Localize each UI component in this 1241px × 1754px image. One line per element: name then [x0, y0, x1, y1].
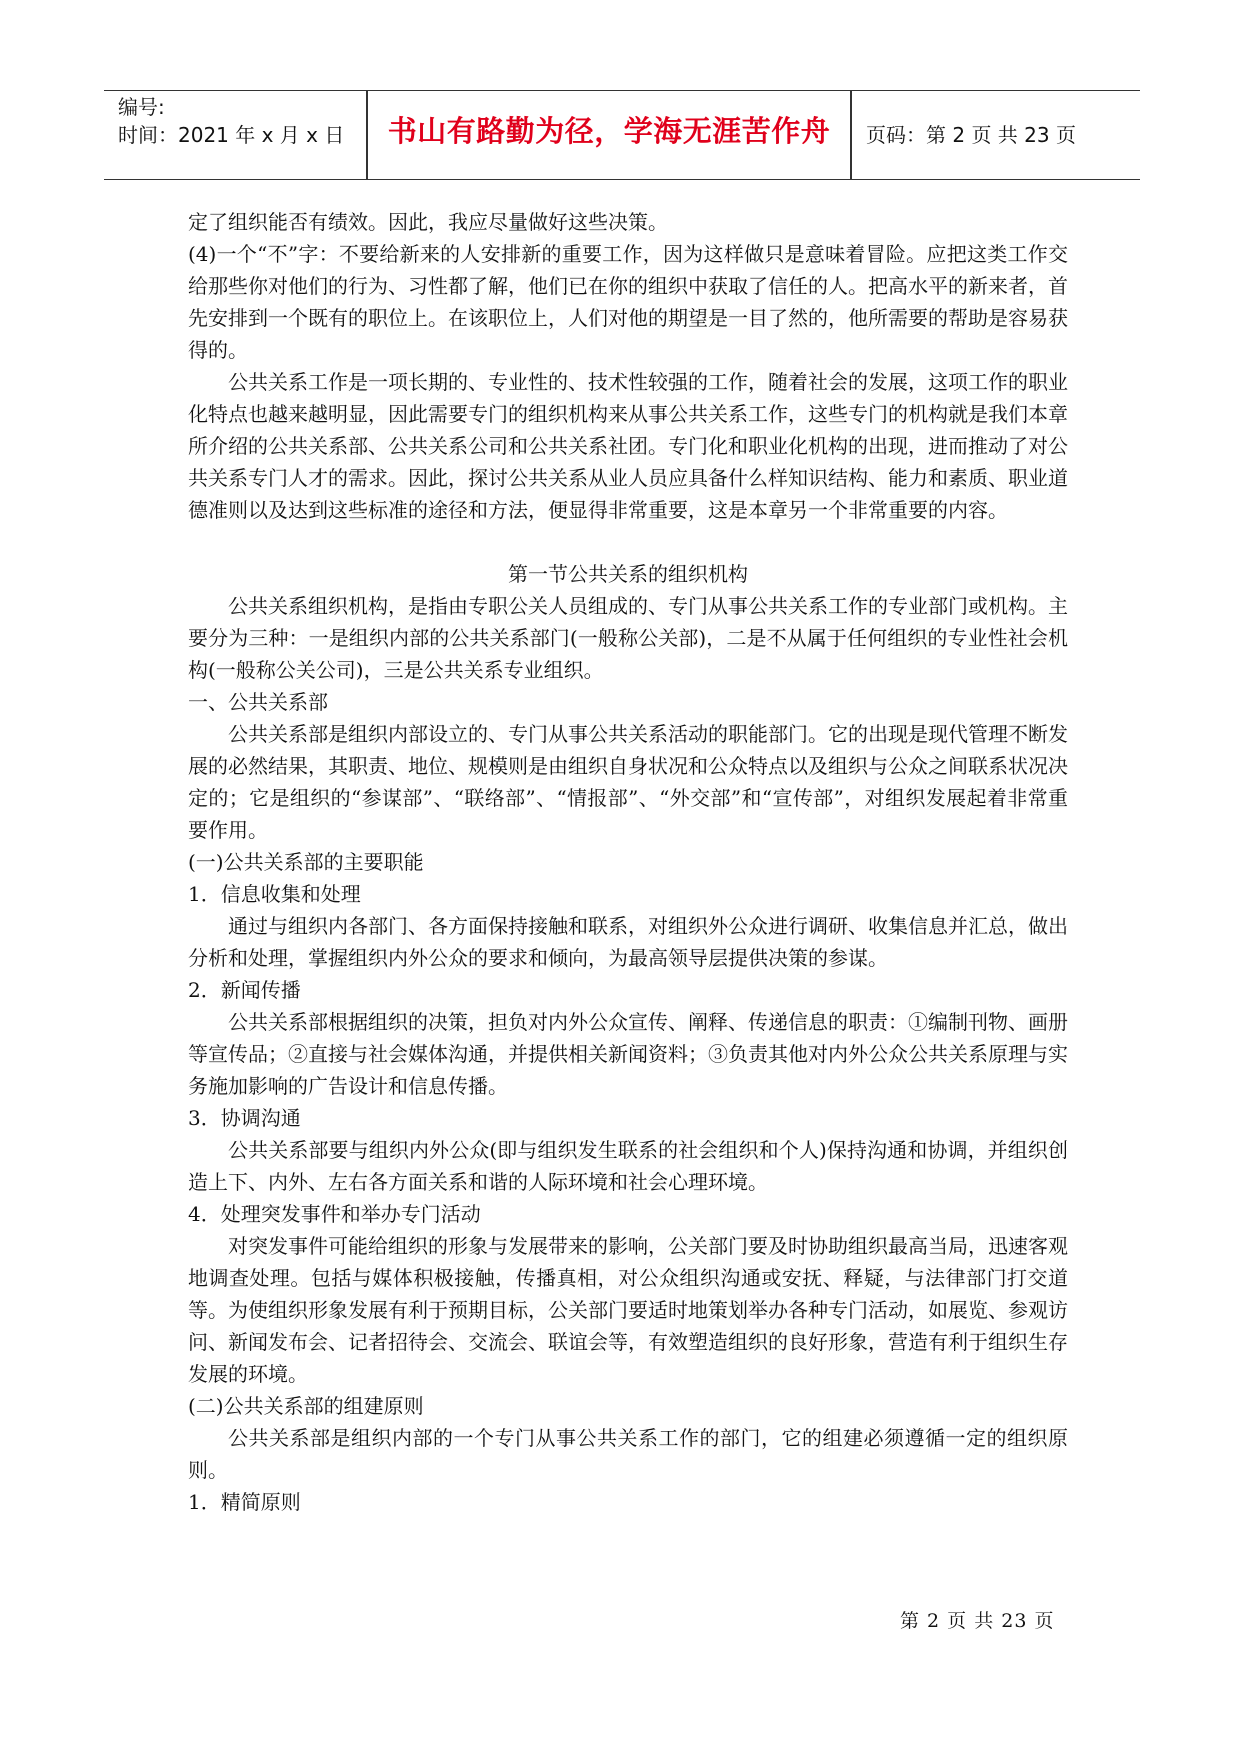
- header-time-label: 时间：2021 年 x 月 x 日: [118, 123, 345, 147]
- section-heading: 一、公共关系部: [188, 690, 328, 714]
- paragraph: 公共关系工作是一项长期的、专业性的、技术性较强的工作，随着社会的发展，这项工作的职业化特点也越来越明显，因此需要专门的组织机构来从事公共关系工作，这些专门的机构就是我们本章所介绍的公共关系部、公共关系公司和公共关系社团。专门化和职业化机构的出现，进而推动了对公共关系专门人才的需求。因此，探讨公共关系从业人员应具备什么样知识结构、能力和素质、职业道德准则以及达到这些标准的途径和方法，便显得非常重要，这是本章另一个非常重要的内容。: [188, 370, 1068, 522]
- paragraph: (4)一个“不”字：不要给新来的人安排新的重要工作，因为这样做只是意味着冒险。应把这类工作交给那些你对他们的行为、习性都了解，他们已在你的组织中获取了信任的人。把高水平的新来者，首先安排到一个既有的职位上。在该职位上，人们对他的期望是一目了然的，他所需要的帮助是容易获得的。: [188, 242, 1068, 362]
- paragraph: 公共关系部要与组织内外公众(即与组织发生联系的社会组织和个人)保持沟通和协调，并组织创造上下、内外、左右各方面关系和谐的人际环境和社会心理环境。: [188, 1138, 1068, 1194]
- header-motto: 书山有路勤为径，学海无涯苦作舟: [387, 114, 831, 148]
- paragraph: 对突发事件可能给组织的形象与发展带来的影响，公关部门要及时协助组织最高当局，迅速客观地调查处理。包括与媒体积极接触，传播真相，对公众组织沟通或安抚、释疑，与法律部门打交道等。为使组织形象发展有利于预期目标，公关部门要适时地策划举办各种专门活动，如展览、参观访问、新闻发布会、记者招待会、交流会、联谊会等，有效塑造组织的良好形象，营造有利于组织生存发展的环境。: [188, 1234, 1068, 1386]
- item-heading: 2．新闻传播: [188, 978, 301, 1002]
- page-header: [104, 90, 1140, 180]
- paragraph: 公共关系部是组织内部的一个专门从事公共关系工作的部门，它的组建必须遵循一定的组织原则。: [188, 1426, 1068, 1482]
- section-title: 第一节公共关系的组织机构: [508, 562, 748, 586]
- paragraph: 通过与组织内各部门、各方面保持接触和联系，对组织外公众进行调研、收集信息并汇总，做出分析和处理，掌握组织内外公众的要求和倾向，为最高领导层提供决策的参谋。: [188, 914, 1068, 970]
- paragraph: 公共关系组织机构，是指由专职公关人员组成的、专门从事公共关系工作的专业部门或机构。主要分为三种：一是组织内部的公共关系部门(一般称公关部)，二是不从属于任何组织的专业性社会机构(一般称公关公司)，三是公共关系专业组织。: [188, 594, 1068, 682]
- header-number-label: 编号:: [118, 95, 165, 119]
- subsection-heading: (二)公共关系部的组建原则: [188, 1394, 424, 1418]
- page-footer: 第 2 页 共 23 页: [900, 1610, 1055, 1632]
- item-heading: 1．信息收集和处理: [188, 882, 361, 906]
- header-meta: [118, 93, 358, 149]
- paragraph: 公共关系部根据组织的决策，担负对内外公众宣传、阐释、传递信息的职责：①编制刊物、画册等宣传品；②直接与社会媒体沟通，并提供相关新闻资料；③负责其他对内外公众公共关系原理与实务施加影响的广告设计和信息传播。: [188, 1010, 1068, 1098]
- header-page-label: 页码：第 2 页 共 23 页: [866, 123, 1076, 147]
- paragraph: 公共关系部是组织内部设立的、专门从事公共关系活动的职能部门。它的出现是现代管理不断发展的必然结果，其职责、地位、规模则是由组织自身状况和公众特点以及组织与公众之间联系状况决定的；它是组织的“参谋部”、“联络部”、“情报部”、“外交部”和“宣传部”，对组织发展起着非常重要作用。: [188, 722, 1068, 842]
- header-divider-right: [850, 91, 852, 179]
- item-heading: 3．协调沟通: [188, 1106, 301, 1130]
- subsection-heading: (一)公共关系部的主要职能: [188, 850, 424, 874]
- paragraph: 定了组织能否有绩效。因此，我应尽量做好这些决策。: [188, 210, 668, 234]
- item-heading: 1．精简原则: [188, 1490, 301, 1514]
- item-heading: 4．处理突发事件和举办专门活动: [188, 1202, 481, 1226]
- document-body: [188, 206, 1068, 1518]
